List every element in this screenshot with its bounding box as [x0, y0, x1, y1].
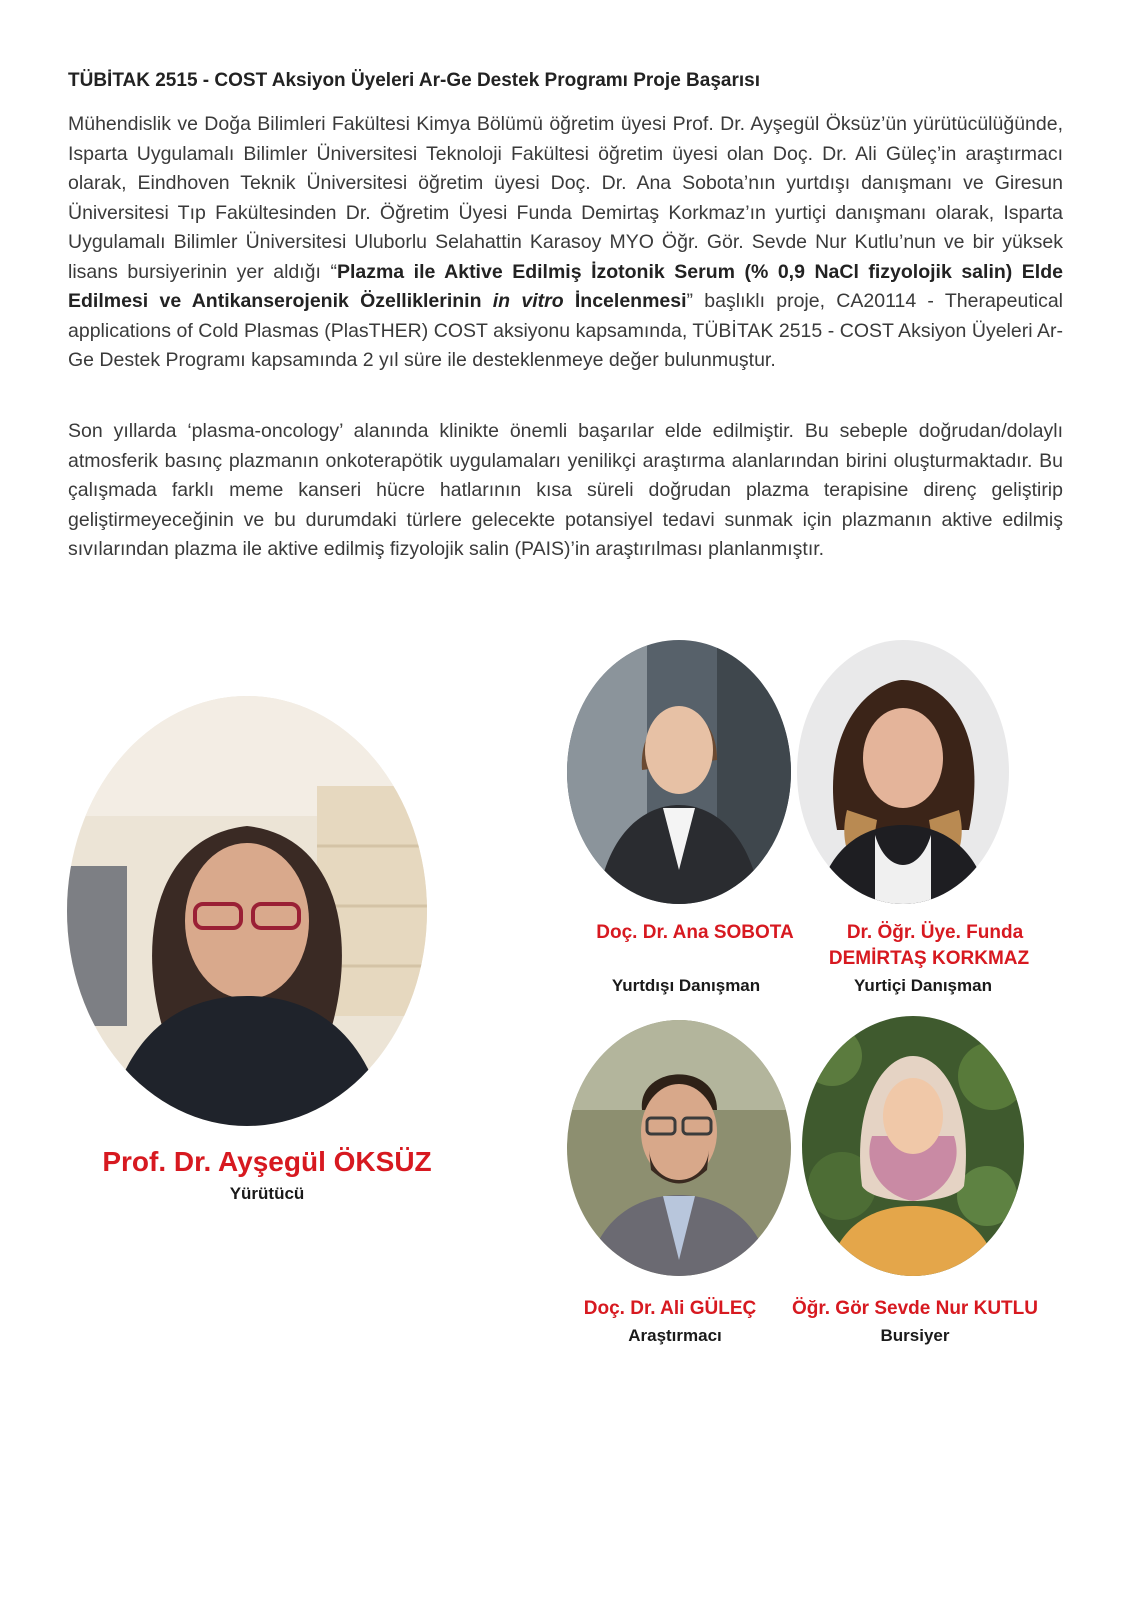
role-bursiyer: Bursiyer: [880, 1326, 950, 1345]
role-yurtici-danisman: Yurtiçi Danışman: [854, 976, 992, 995]
photo-ali-gulec: [567, 1020, 791, 1276]
photo-ana-sobota: [567, 640, 791, 904]
article-title: TÜBİTAK 2515 - COST Aksiyon Üyeleri Ar-Ge Destek Programı Proje Başarısı: [68, 70, 760, 91]
name-funda-line1: Dr. Öğr. Üye. Funda: [846, 922, 1024, 943]
role-arastirmaci: Araştırmacı: [628, 1326, 722, 1345]
name-ana-sobota: Doç. Dr. Ana SOBOTA: [596, 922, 794, 943]
project-title-part2: İncelenmesi: [563, 290, 687, 312]
photo-funda-demirtas-korkmaz: [797, 640, 1009, 904]
paragraph-project-info: [68, 110, 1063, 376]
project-title-italic: in vitro: [492, 290, 564, 312]
role-yurtdisi-danisman: Yurtdışı Danışman: [611, 976, 761, 995]
role-yurutucu: Yürütücü: [229, 1184, 305, 1203]
photo-aysegul-oksuz: [67, 696, 427, 1126]
name-sevde-nur-kutlu: Öğr. Gör Sevde Nur KUTLU: [792, 1298, 1038, 1319]
photo-sevde-nur-kutlu: [802, 1016, 1024, 1276]
paragraph-research-aim: Son yıllarda ‘plasma-oncology’ alanında klinikte önemli başarılar elde edilmiştir. Bu sebeple doğrudan/dolaylı atmosferik basınç plazmanın onkoterapötik uygulamaları yenilikçi araştırma alanlarından birini oluşturmaktadır. Bu çalışmada farklı meme kanseri hücre hatlarının kısa süreli doğrudan plazma terapisine direnç geliştirip geliştirmeyeceğinin ve bu durumdaki türlere gelecekte potansiyel tedavi sunmak için plazmanın aktive edilmiş sıvılarından plazma ile aktive edilmiş fizyolojik salin (PAIS)’in araştırılması planlanmıştır.: [68, 420, 1063, 560]
project-title-part1: Plazma ile Aktive Edilmiş İzotonik Serum (% 0,9 NaCl fizyolojik salin) Elde Edilmesi ve Antikanserojenik Özelliklerinin: [68, 260, 1063, 312]
name-aysegul-oksuz: Prof. Dr. Ayşegül ÖKSÜZ: [102, 1146, 432, 1177]
name-ali-gulec: Doç. Dr. Ali GÜLEÇ: [583, 1298, 757, 1319]
paragraph-rest-text: ” başlıklı proje, CA20114 - Therapeutical applications of Cold Plasmas (PlasTHER) COST aksiyonu kapsamında, TÜBİTAK 2515 - COST Aksiyon Üyeleri Ar-Ge Destek Programı kapsamında 2 yıl süre ile desteklenmeye değer bulunmuştur.: [68, 290, 1063, 371]
name-funda-line2: DEMİRTAŞ KORKMAZ: [828, 948, 1030, 969]
paragraph-intro-text: Mühendislik ve Doğa Bilimleri Fakültesi Kimya Bölümü öğretim üyesi Prof. Dr. Ayşegül Öksüz’ün yürütücülüğünde, Isparta Uygulamalı Bilimler Üniversitesi Teknoloji Fakültesi öğretim üyesi olan Doç. Dr. Ali Güleç’in araştırmacı olarak, Eindhoven Teknik Üniversitesi öğretim üyesi Doç. Dr. Ana Sobota’nın yurtdışı danışmanı ve Giresun Üniversitesi Tıp Fakültesinden Dr. Öğretim Üyesi Funda Demirtaş Korkmaz’ın yurtiçi danışmanı olarak, Isparta Uygulamalı Bilimler Üniversitesi Uluborlu Selahattin Karasoy MYO Öğr. Gör. Sevde Nur Kutlu’nun ve bir yüksek lisans bursiyerinin yer aldığı “: [68, 113, 1063, 283]
